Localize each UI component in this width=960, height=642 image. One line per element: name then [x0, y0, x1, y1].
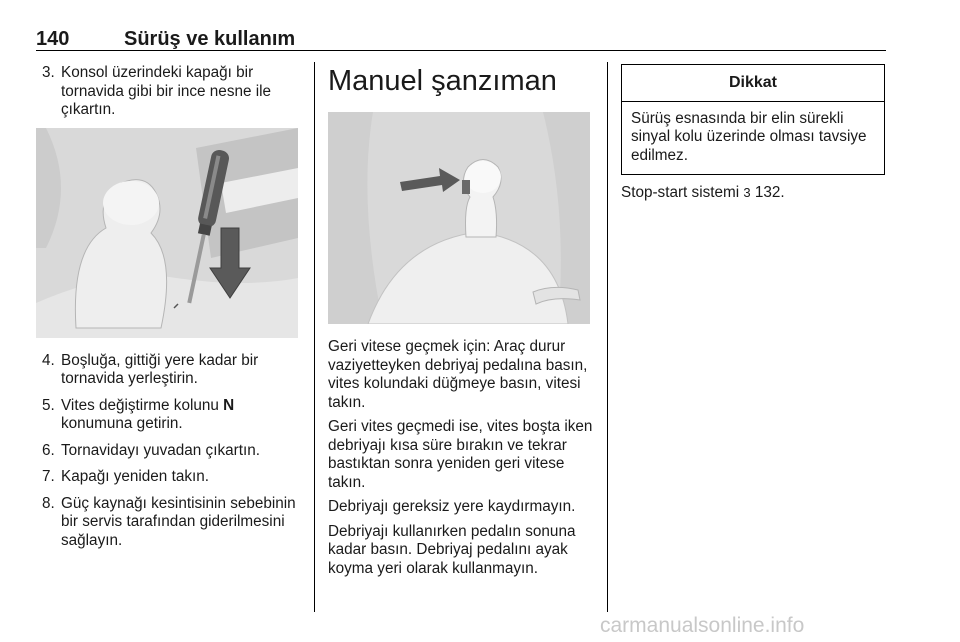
- section-title: Sürüş ve kullanım: [124, 28, 296, 50]
- manual-transmission-heading: Manuel şanzıman: [328, 65, 557, 97]
- list-text-post: konumuna getirin.: [61, 415, 183, 432]
- list-text: Tornavidayı yuvadan çıkartın.: [61, 441, 260, 459]
- stop-start-reference: [621, 184, 887, 203]
- reverse-retry-paragraph: Geri vites geçmedi ise, vites boşta iken debriyajı kısa süre bırakın ve tekrar bastıktan sonra yeniden geri vitese takın.: [328, 418, 593, 491]
- watermark: carmanualsonline.info: [600, 614, 805, 637]
- list-item-3: [36, 64, 302, 120]
- list-text: Konsol üzerindeki kapağı bir tornavida gibi bir ince nesne ile çıkartın.: [61, 64, 272, 118]
- list-item-4: [36, 352, 302, 389]
- column-divider-1: [314, 62, 315, 612]
- column-1: [36, 64, 302, 558]
- clutch-slip-paragraph: Debriyajı gereksiz yere kaydırmayın.: [328, 498, 576, 515]
- notice-box: [621, 64, 885, 175]
- gear-lever-illustration: [328, 112, 590, 324]
- stop-start-text: Stop-start sistemi: [621, 184, 740, 201]
- list-number: 3.: [42, 64, 55, 81]
- notice-body: Sürüş esnasında bir elin sürekli sinyal kolu üzerinde olması tavsiye edilmez.: [631, 109, 867, 164]
- list-item-6: [36, 442, 302, 461]
- column-divider-2: [607, 62, 608, 612]
- list-text: Güç kaynağı kesintisinin sebebinin bir servis tarafından giderilmesini sağlayın.: [61, 494, 296, 549]
- column-2: [328, 64, 594, 584]
- list-text: Kapağı yeniden takın.: [61, 468, 209, 485]
- notice-title: Dikkat: [622, 65, 884, 102]
- list-text: Boşluğa, gittiği yere kadar bir tornavida yerleştirin.: [61, 351, 259, 387]
- list-number: 5.: [42, 396, 55, 414]
- column-3: [621, 64, 887, 209]
- header-rule: [36, 50, 886, 51]
- list-number: 7.: [42, 468, 55, 485]
- list-number: 8.: [42, 494, 55, 512]
- list-item-5: [36, 397, 302, 434]
- reverse-gear-paragraph: Geri vitese geçmek için: Araç durur vaziyetteyken debriyaj pedalına basın, vites kolundaki düğmeye basın, vitesi takın.: [328, 338, 588, 411]
- list-number: 6.: [42, 441, 55, 459]
- page-header: [36, 28, 886, 50]
- list-number: 4.: [42, 351, 55, 369]
- gear-position-n: N: [223, 396, 235, 414]
- list-item-8: [36, 495, 302, 551]
- page-number: 140: [36, 28, 70, 50]
- console-cover-screwdriver-illustration: [36, 128, 298, 338]
- clutch-usage-paragraph: Debriyajı kullanırken pedalın sonuna kadar basın. Debriyaj pedalını ayak koyma yeri olarak kullanmayın.: [328, 522, 576, 577]
- list-text-pre: Vites değiştirme kolunu: [61, 396, 224, 414]
- list-item-7: [36, 468, 302, 487]
- stop-start-page: 132.: [754, 184, 785, 201]
- page-reference-icon: 3: [743, 185, 751, 200]
